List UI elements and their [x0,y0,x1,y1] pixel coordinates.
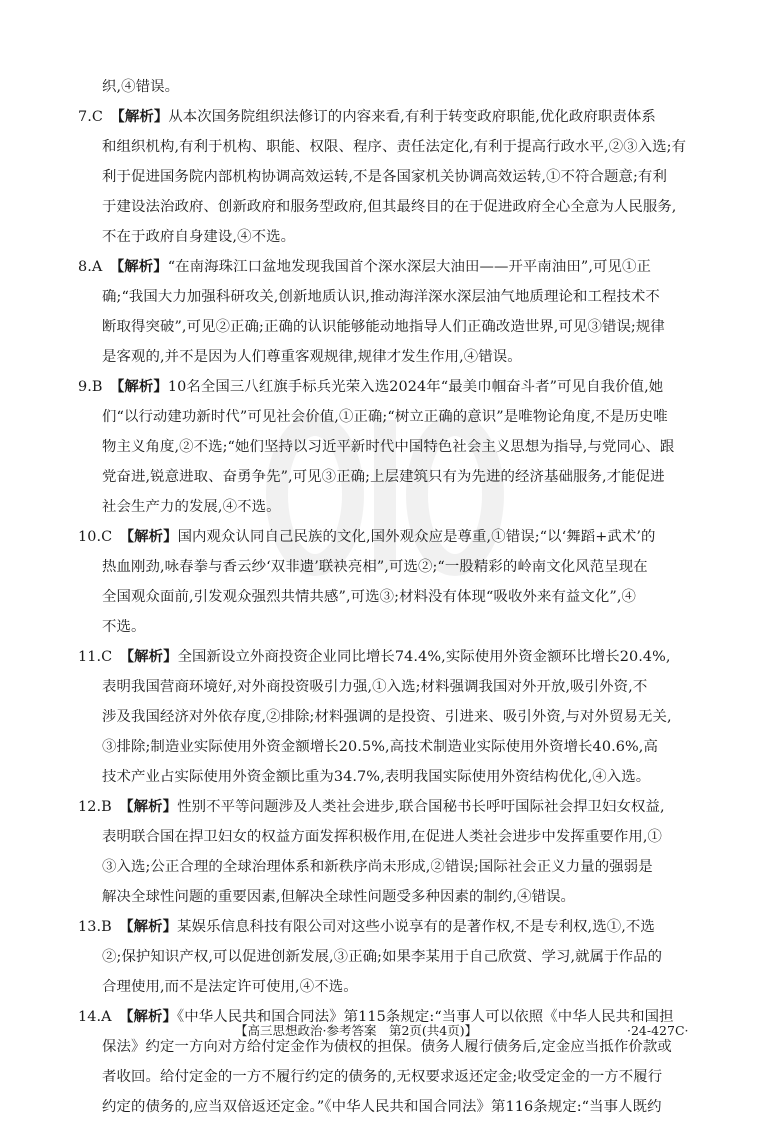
question-answer-line [78,912,696,942]
text-line [78,72,696,102]
analysis-tag: 【解析】 [110,108,169,125]
text-line [78,192,696,222]
text-line [78,1062,696,1092]
line-text: ②;保护知识产权,可以促进创新发展,③正确;如果李某用于自己欣赏、学习,就属于作品的 [102,949,663,965]
text-line [78,342,696,372]
text-line [78,132,696,162]
line-text: 表明我国营商环境好,对外商投资吸引力强,①入选;材料强调我国对外开放,吸引外资,不 [102,679,648,695]
analysis-tag: 【解析】 [109,378,168,395]
analysis-tag: 【解析】 [109,258,168,275]
question-answer-line [78,252,696,282]
question-number: 10.C [78,529,113,545]
line-text: 技术产业占实际使用外资金额比重为34.7%,表明我国实际使用外资结构优化,④入选。 [102,769,651,785]
line-text: 们“以行动建功新时代”可见社会价值,①正确;“树立正确的意识”是唯物论角度,不是历史唯 [102,409,668,425]
question-number: 12.B [78,799,112,815]
line-text: 是客观的,并不是因为人们尊重客观规律,规律才发生作用,④错误。 [102,349,522,365]
line-text: 解决全球性问题的重要因素,但解决全球性问题受多种因素的制约,④错误。 [102,889,576,905]
footer-label: 【高三思想政治·参考答案 第2页(共4页)】 [235,1023,478,1038]
line-text: 确;“我国大力加强科研攻关,创新地质认识,推动海洋深水深层油气地质理论和工程技术不 [102,289,660,305]
line-text: 断取得突破”,可见②正确;正确的认识能够能动地指导人们正确改造世界,可见③错误;规律 [102,319,665,335]
line-text: 党奋进,锐意进取、奋勇争先”,可见③正确;上层建筑只有为先进的经济基础服务,才能促进 [102,469,665,485]
line-text: 不在于政府自身建设,④不选。 [102,229,296,245]
text-line [78,462,696,492]
text-line [78,582,696,612]
line-text: 利于促进国务院内部机构协调高效运转,不是各国家机关协调高效运转,①不符合题意;有利 [102,169,667,185]
text-line [78,222,696,252]
question-number: 13.B [78,919,112,935]
line-text: 合理使用,而不是法定许可使用,④不选。 [102,979,358,995]
text-line [78,1092,696,1122]
page-footer [235,1018,735,1044]
line-text: 10名全国三八红旗手标兵光荣入选2024年“最美巾帼奋斗者”可见自我价值,她 [167,379,664,395]
text-line [78,822,696,852]
line-text: 社会生产力的发展,④不选。 [102,499,281,515]
text-line [78,852,696,882]
line-text: 织,④错误。 [102,79,180,95]
text-line [78,942,696,972]
question-answer-line [78,792,696,822]
question-number: 7.C [78,109,104,125]
question-number: 14.A [78,1009,112,1025]
line-text: ③入选;公正合理的全球治理体系和新秩序尚未形成,②错误;国际社会正义力量的强弱是 [102,859,653,875]
analysis-tag: 【解析】 [119,798,178,815]
line-text: 于建设法治政府、创新政府和服务型政府,但其最终目的在于促进政府全心全意为人民服务, [102,199,677,215]
text-line [78,702,696,732]
question-answer-line [78,522,696,552]
line-text: 全国观众面前,引发观众强烈共情共感”,可选③;材料没有体现“吸收外来有益文化”,④ [102,589,637,605]
analysis-tag: 【解析】 [119,648,178,665]
text-line [78,282,696,312]
question-number: 11.C [78,649,113,665]
text-line [78,492,696,522]
line-text: 保法》约定一方向对方给付定金作为债权的担保。债务人履行债务后,定金应当抵作价款或 [102,1039,672,1055]
line-text: 者收回。给付定金的一方不履行约定的债务的,无权要求返还定金;收受定金的一方不履行 [102,1069,663,1085]
line-text: 国内观众认同自己民族的文化,国外观众应是尊重,①错误;“以‘舞蹈+武术’的 [177,529,656,545]
question-number: 8.A [78,259,103,275]
text-line [78,672,696,702]
analysis-tag: 【解析】 [118,1008,177,1025]
line-text: 和组织机构,有利于机构、职能、权限、程序、责任法定化,有利于提高行政水平,②③入选;有 [102,139,687,155]
question-number: 9.B [78,379,103,395]
line-text: 全国新设立外商投资企业同比增长74.4%,实际使用外资金额环比增长20.4%, [177,649,671,665]
line-text: 性别不平等问题涉及人类社会进步,联合国秘书长呼吁国际社会捍卫妇女权益, [177,799,665,815]
question-answer-line [78,372,696,402]
line-text: 从本次国务院组织法修订的内容来看,有利于转变政府职能,优化政府职责体系 [168,109,656,125]
line-text: 表明联合国在捍卫妇女的权益方面发挥积极作用,在促进人类社会进步中发挥重要作用,① [102,829,662,845]
analysis-tag: 【解析】 [119,918,178,935]
line-text: 涉及我国经济对外依存度,②排除;材料强调的是投资、引进来、吸引外资,与对外贸易无关, [102,709,672,725]
text-line [78,612,696,642]
footer-code: ·24-427C· [627,1023,689,1038]
text-line [78,732,696,762]
line-text: 约定的债务的,应当双倍返还定金。”《中华人民共和国合同法》第116条规定:“当事人既约 [102,1099,662,1115]
question-answer-line [78,642,696,672]
line-text: ③排除;制造业实际使用外资金额增长20.5%,高技术制造业实际使用外资增长40.6%,高 [102,739,658,755]
line-text: 不选。 [102,619,146,635]
line-text: “在南海珠江口盆地发现我国首个深水深层大油田——开平南油田”,可见①正 [167,259,651,275]
answer-text [78,72,696,1122]
line-text: 某娱乐信息科技有限公司对这些小说享有的是著作权,不是专利权,选①,不选 [177,919,655,935]
line-text: 热血刚劲,咏春拳与香云纱‘双非遗’联袂亮相”,可选②;“一股精彩的岭南文化风范呈现在 [102,559,648,575]
text-line [78,882,696,912]
text-line [78,312,696,342]
text-line [78,972,696,1002]
analysis-tag: 【解析】 [119,528,178,545]
text-line [78,432,696,462]
question-answer-line [78,102,696,132]
text-line [78,552,696,582]
line-text: 《中华人民共和国合同法》第115条规定:“当事人可以依照《中华人民共和国担 [176,1009,674,1025]
text-line [78,402,696,432]
text-line [78,762,696,792]
line-text: 物主义角度,②不选;“她们坚持以习近平新时代中国特色社会主义思想为指导,与党同心、跟 [102,439,675,455]
text-line [78,162,696,192]
